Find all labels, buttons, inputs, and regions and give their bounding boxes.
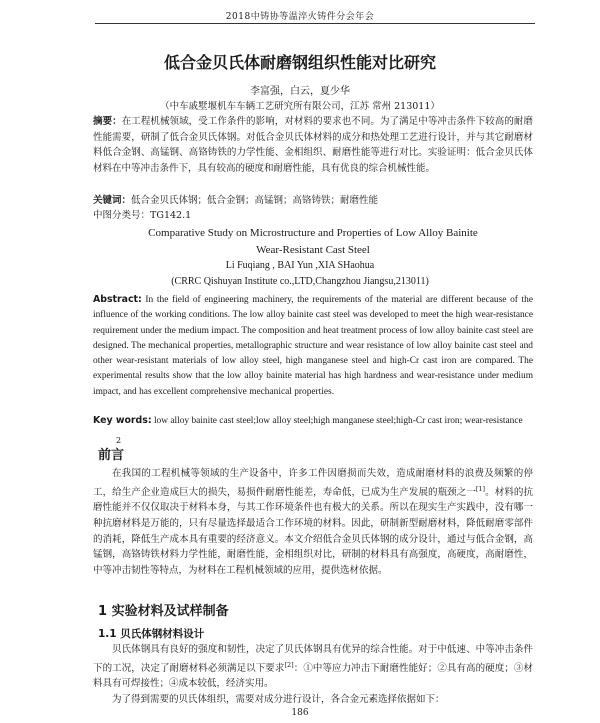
header-rule bbox=[95, 23, 535, 24]
section-1-1-heading: 1.1 贝氏体钢材料设计 bbox=[98, 628, 205, 640]
section-1-1-text-1: 贝氏体钢具有良好的强度和韧性，决定了贝氏体钢具有优异的综合性能。对于中低速、中等冲击条件下的工况，决定了耐磨材料必须满足以下要求 bbox=[93, 644, 533, 674]
keywords-english-text: low alloy bainite cast steel;low alloy steel;high manganese steel;high-Cr cast iron; wear-resistance bbox=[151, 416, 523, 426]
preface-text-1: 在我国的工程机械等领域的生产设备中，许多工件因磨损而失效，造成耐磨材料的浪费及频繁的停工，给生产企业造成巨大的损失，易损件耐磨性能差，寿命低，已成为生产发展的瓶颈之一 bbox=[93, 468, 533, 498]
title-english-line-1: Comparative Study on Microstructure and Properties of Low Alloy Bainite bbox=[148, 227, 478, 239]
affiliation-chinese: （中车戚墅堰机车车辆工艺研究所有限公司，江苏 常州 213011） bbox=[160, 101, 440, 112]
keywords-chinese bbox=[93, 193, 533, 209]
keywords-english bbox=[93, 413, 533, 429]
classification-number bbox=[93, 208, 533, 224]
abstract-english bbox=[93, 292, 533, 400]
preface-heading: 前言 bbox=[98, 448, 125, 463]
title-english-line-2: Wear-Resistant Cast Steel bbox=[256, 244, 370, 256]
running-header: 2018中铸协等温淬火铸件分会年会 bbox=[225, 12, 375, 22]
preface-paragraph bbox=[93, 466, 533, 578]
citation-1[interactable]: [1] bbox=[475, 484, 486, 493]
keywords-chinese-text: 低合金贝氏体钢；低合金钢；高锰钢；高铬铸铁；耐磨性能 bbox=[131, 195, 379, 206]
abstract-chinese-label: 摘要： bbox=[93, 116, 122, 127]
section-1-1-paragraph-2: 为了得到需要的贝氏体组织，需要对成分进行设计，各合金元素选择依据如下： bbox=[112, 693, 445, 705]
section-1-1-body bbox=[93, 642, 533, 708]
page-number: 186 bbox=[291, 708, 309, 718]
classification-label: 中图分类号： bbox=[93, 210, 151, 221]
section-1-1-paragraph-1 bbox=[93, 642, 533, 692]
keywords-chinese-label: 关键词： bbox=[93, 195, 132, 206]
abstract-english-text: In the field of engineering machinery, the requirements of the material are different because of the influence of the working conditions. The low alloy bainite cast steel was developed to meet the high wear-resistance requirement under the medium impact. The composition and heat treatment process of low alloy bainite cast steel are designed. The mechanical properties, metallographic structure and wear resistance of low alloy bainite cast steel and other wear-resistant materials of low alloy steel, high manganese steel and high-Cr cast iron are compared. The experimental results show that the low alloy bainite material has high hardness and wear-resistance under medium impact, and has excellent comprehensive mechanical properties. bbox=[93, 295, 533, 397]
authors-chinese: 李富强，白云，夏少华 bbox=[250, 86, 350, 97]
citation-2[interactable]: [2] bbox=[284, 660, 294, 669]
section-1-heading: 1 实验材料及试样制备 bbox=[98, 604, 229, 619]
abstract-english-label: Abstract: bbox=[93, 294, 142, 305]
title-english bbox=[93, 225, 533, 259]
keywords-english-label: Key words: bbox=[93, 415, 152, 426]
preface-text-2: 。材料的抗磨性能并不仅仅取决于材料本身，与其工作环境条件也有极大的关系。所以在现实生产实践中，没有哪一种抗磨材料是万能的，只有尽量选择最适合工作环境的材料。因此，研制新型耐磨材料，降低耐磨零部件的消耗，降低生产成本具有重要的经济意义。本文介绍低合金贝氏体钢的成分设计，通过与低合金钢，高锰钢，高铬铸铁材料力学性能，耐磨性能，金相组织对比，研制的材料具有高强度，高硬度，高耐磨性，中等冲击韧性等特点，为材料在工程机械领域的应用，提供选材依据。 bbox=[93, 486, 533, 576]
footnote-mark: 2 bbox=[116, 436, 122, 445]
title-chinese: 低合金贝氏体耐磨钢组织性能对比研究 bbox=[163, 53, 436, 72]
affiliation-english: (CRRC Qishuyan Institute co.,LTD,Changzhou Jiangsu,213011) bbox=[171, 276, 429, 287]
abstract-chinese bbox=[93, 114, 533, 176]
authors-english: Li Fuqiang , BAI Yun ,XIA SHaohua bbox=[225, 260, 375, 271]
abstract-chinese-text: 在工程机械领域，受工作条件的影响，对材料的要求也不同。为了满足中等冲击条件下较高的耐磨性能需要，研制了低合金贝氏体钢。对低合金贝氏体材料的成分和热处理工艺进行设计，并与其它耐磨材料低合金钢、高锰钢、高铬铸铁的力学性能、金相组织、耐磨性能等进行对比。实验证明：低合金贝氏体材料在中等冲击条件下，具有较高的硬度和耐磨性能，具有优良的综合机械性能。 bbox=[93, 116, 533, 174]
section-1-1-text-2: ：①中等应力冲击下耐磨性能好；②具有高的硬度；③材料具有可焊接性；④成本较低，经济实用。 bbox=[93, 662, 533, 690]
classification-value: TG142.1 bbox=[150, 210, 192, 221]
